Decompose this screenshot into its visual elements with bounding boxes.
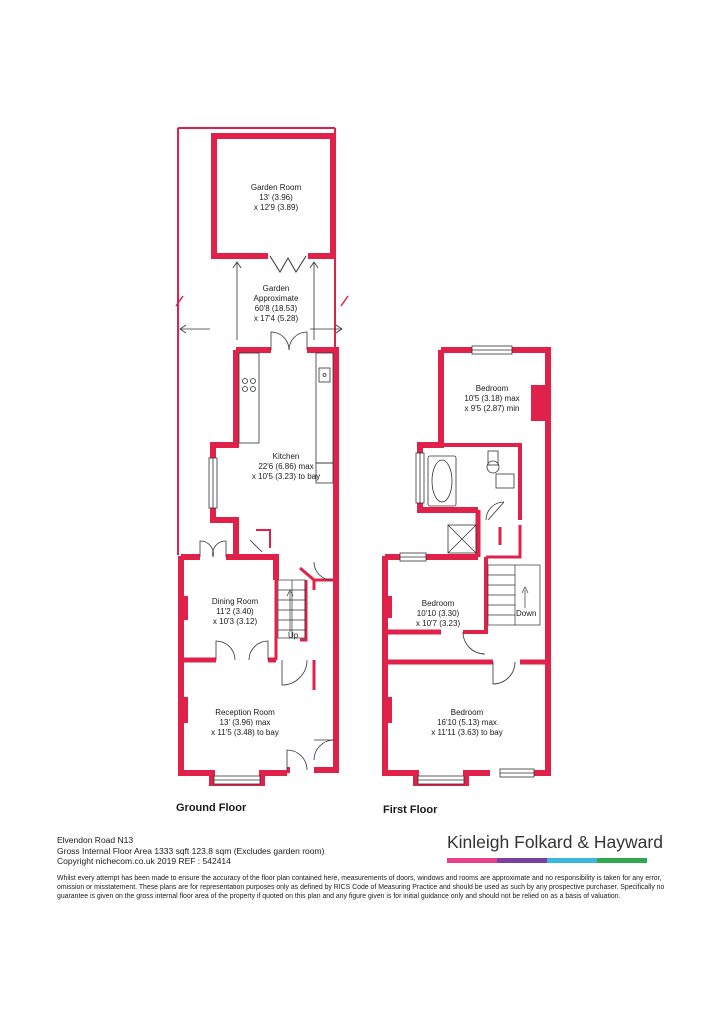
property-info [57,835,324,867]
kitchen-french-doors [271,332,307,354]
garden-dim2: x 17'4 (5.28) [253,314,299,323]
garden-room-dim1: 13' (3.96) [259,193,293,202]
brand-logo-text: Kinleigh Folkard & Hayward [447,832,663,852]
bed-middle-dim1: 10'10 (3.30) [416,609,460,618]
garden-approx: Approximate [253,294,299,303]
garden-name: Garden [262,284,290,293]
brand-color-bar [447,858,647,863]
brand-bar-segment [547,858,597,863]
stairs-down-label: Down [516,609,537,618]
ground-floor-plan [176,128,348,784]
bed-rear-dim1: 10'5 (3.18) max [464,394,520,403]
bed-front-name: Bedroom [450,708,484,717]
brand-bar-segment [447,858,497,863]
stairs-up-label: Up [288,631,299,640]
reception-dim1: 13' (3.96) max [219,718,271,727]
kitchen-dim2: x 10'5 (3.23) to bay [251,472,321,481]
reception-dim2: x 11'5 (3.48) to bay [211,728,279,737]
dining-french-doors [200,541,226,561]
bifold-doors [268,252,308,272]
garden-dim1: 60'8 (18.53) [254,304,298,313]
reception-name: Reception Room [215,708,275,717]
address: Elvendon Road N13 [57,835,134,845]
brand-bar-segment [497,858,547,863]
dining-name: Dining Room [211,597,259,606]
disclaimer: Whilst every attempt has been made to ensure the accuracy of the floor plan contained here, measurements of doors, windows and rooms are approximate and no responsibility is taken for any error, omission or misstatement. These plans are for representation purposes only as defined by RICS Code of Measuring Practice and should be used as such by any prospective purchaser. Specifically no guarantee is given on the gross internal floor area of the property if quoted on this plan and any figure given is for initial guidance only and should not be relied on as a basis of valuation. [57,875,665,900]
floor-area: Gross Internal Floor Area 1333 sqft 123.8 sqm (Excludes garden room) [57,845,325,856]
kitchen-name: Kitchen [272,452,300,461]
brand-bar-segment [597,858,647,863]
bed-middle-dim2: x 10'7 (3.23) [415,619,461,628]
bed-front-dim1: 16'10 (5.13) max [437,718,497,727]
bed-rear-name: Bedroom [475,384,509,393]
bed-rear-dim2: x 9'5 (2.87) min [464,404,520,413]
dining-dim1: 11'2 (3.40) [216,607,254,616]
ground-floor-title: Ground Floor [176,802,247,814]
first-floor-title: First Floor [383,804,438,816]
bed-middle-name: Bedroom [421,599,455,608]
ground-stairs [278,580,305,638]
dining-dim2: x 10'3 (3.12) [212,617,258,626]
garden-room-dim2: x 12'9 (3.89) [253,203,299,212]
first-internal-doors [463,502,515,684]
copyright: Copyright nichecom.co.uk 2019 REF : 542414 [57,856,231,867]
reception-bay-window [214,776,260,784]
garden-room-name: Garden Room [250,183,302,192]
bed-front-dim2: x 11'11 (3.63) to bay [431,728,503,737]
kitchen-window [209,458,217,508]
garden-boundary [178,128,335,555]
kitchen-dim1: 22'6 (6.86) max [258,462,314,471]
